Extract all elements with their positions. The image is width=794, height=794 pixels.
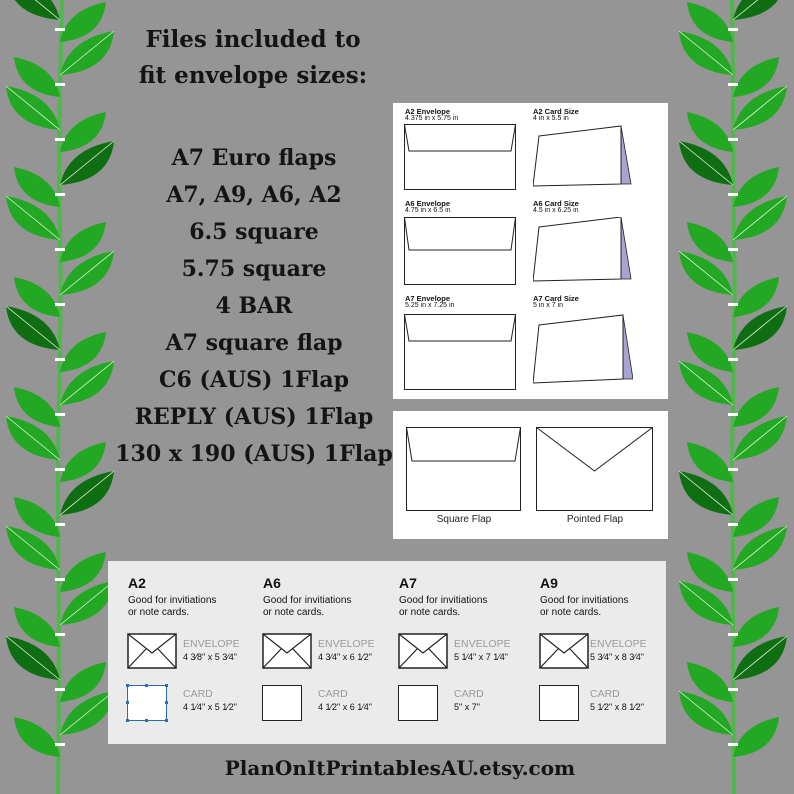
envelope-dim: 5 3⁄4" x 8 3⁄4" xyxy=(590,652,644,662)
card-label: CARD xyxy=(183,688,213,700)
leaf-icon xyxy=(6,0,60,20)
stem-node xyxy=(55,28,65,31)
folded-card-icon xyxy=(533,217,633,283)
desc-line: Good for invitiations xyxy=(399,595,488,606)
stem-node xyxy=(728,633,738,636)
size-description xyxy=(128,595,248,619)
stem-node xyxy=(728,193,738,196)
selection-handle xyxy=(126,701,129,704)
stem-node xyxy=(55,688,65,691)
selection-handle xyxy=(165,684,168,687)
stem-node xyxy=(55,578,65,581)
size-item: A7 square flap xyxy=(165,330,343,356)
stem-node xyxy=(55,138,65,141)
stem-node xyxy=(55,193,65,196)
envelope-dim: 4 3⁄4" x 6 1⁄2" xyxy=(318,652,372,662)
envelope-label: A7 Envelope xyxy=(405,294,451,303)
card-label: CARD xyxy=(590,688,620,700)
envelope-outline-icon xyxy=(404,217,516,285)
stem-node xyxy=(55,83,65,86)
selection-handle xyxy=(126,719,129,722)
envelope-dim: 4.375 in x 5.75 in xyxy=(405,115,459,122)
envelope-icon xyxy=(539,633,589,669)
headline xyxy=(118,22,388,94)
size-item: 4 BAR xyxy=(215,293,293,319)
card-label: A2 Card Size xyxy=(533,107,579,116)
size-description xyxy=(263,595,383,619)
size-item: 130 x 190 (AUS) 1Flap xyxy=(115,441,393,467)
envelope-dim: 5.25 in x 7.25 in xyxy=(405,302,455,309)
selection-handle xyxy=(145,719,148,722)
leaf-group-right xyxy=(679,0,787,794)
leaf-group-left xyxy=(6,0,114,794)
stem-node xyxy=(728,688,738,691)
card-label: CARD xyxy=(454,688,484,700)
selection-handle xyxy=(145,684,148,687)
size-column-a7 xyxy=(379,561,515,744)
size-column-a2 xyxy=(108,561,244,744)
desc-line: or note cards. xyxy=(263,607,325,618)
envelope-icon xyxy=(127,633,177,669)
card-dim: 4.5 in x 6.25 in xyxy=(533,207,579,214)
selection-handle xyxy=(126,684,129,687)
card-icon xyxy=(539,685,579,721)
desc-line: or note cards. xyxy=(399,607,461,618)
envelope-outline-icon xyxy=(404,314,516,390)
stem-node xyxy=(55,303,65,306)
leaf-icon xyxy=(733,717,779,757)
envelope-label: ENVELOPE xyxy=(590,638,647,650)
square-flap-envelope-icon xyxy=(406,427,521,511)
desc-line: or note cards. xyxy=(128,607,190,618)
card-icon xyxy=(262,685,302,721)
card-icon xyxy=(398,685,438,721)
size-column-a6 xyxy=(243,561,379,744)
card-dim: 5 in x 7 in xyxy=(533,302,563,309)
size-item: C6 (AUS) 1Flap xyxy=(158,367,350,393)
size-item: 5.75 square xyxy=(181,256,327,282)
stem-node xyxy=(55,743,65,746)
card-dim: 4 1⁄4" x 5 1⁄2" xyxy=(183,702,237,712)
envelope-size-list xyxy=(104,140,404,473)
desc-line: Good for invitiations xyxy=(540,595,629,606)
stem-node xyxy=(728,578,738,581)
card-label: A6 Card Size xyxy=(533,199,579,208)
stem-node xyxy=(728,523,738,526)
envelope-icon xyxy=(262,633,312,669)
stem-node xyxy=(728,468,738,471)
pointed-flap-envelope-icon xyxy=(536,427,653,511)
size-item: 6.5 square xyxy=(189,219,319,245)
stem-node xyxy=(728,413,738,416)
pointed-flap-caption: Pointed Flap xyxy=(566,514,624,525)
size-description xyxy=(399,595,519,619)
selection-handle xyxy=(165,719,168,722)
leaf-icon xyxy=(733,0,787,20)
stem-node xyxy=(55,633,65,636)
stem-node xyxy=(728,28,738,31)
desc-line: or note cards. xyxy=(540,607,602,618)
stem-node xyxy=(55,413,65,416)
stem-node xyxy=(728,303,738,306)
envelope-dim: 4 3⁄8" x 5 3⁄4" xyxy=(183,652,237,662)
stem-node xyxy=(55,468,65,471)
stem-node xyxy=(728,358,738,361)
envelope-label: ENVELOPE xyxy=(183,638,240,650)
envelope-icon xyxy=(398,633,448,669)
size-column-a9 xyxy=(520,561,656,744)
template-sizes-panel xyxy=(393,103,668,399)
card-icon xyxy=(127,685,167,721)
bamboo-vine-right-decoration xyxy=(672,0,792,794)
shop-url: PlanOnItPrintablesAU.etsy.com xyxy=(224,756,576,780)
card-dim: 5" x 7" xyxy=(454,702,480,712)
envelope-dim: 5 1⁄4" x 7 1⁄4" xyxy=(454,652,508,662)
envelope-label: A6 Envelope xyxy=(405,199,451,208)
envelope-label: A2 Envelope xyxy=(405,107,451,116)
stem-node xyxy=(55,358,65,361)
size-name: A6 xyxy=(263,575,281,591)
envelope-outline-icon xyxy=(404,124,516,190)
desc-line: Good for invitiations xyxy=(128,595,217,606)
desc-line: Good for invitiations xyxy=(263,595,352,606)
headline-line-2: fit envelope sizes: xyxy=(138,62,368,89)
leaf-icon xyxy=(14,717,60,757)
card-dim: 4 in x 5.5 in xyxy=(533,115,569,122)
envelope-size-chart xyxy=(108,561,666,744)
size-description xyxy=(540,595,660,619)
stem-node xyxy=(728,138,738,141)
folded-card-icon xyxy=(533,124,633,190)
envelope-label: ENVELOPE xyxy=(318,638,375,650)
stem-node xyxy=(55,523,65,526)
size-item: A7, A9, A6, A2 xyxy=(166,182,342,208)
size-name: A7 xyxy=(399,575,417,591)
envelope-dim: 4.75 in x 6.5 in xyxy=(405,207,451,214)
size-item: REPLY (AUS) 1Flap xyxy=(134,404,374,430)
card-dim: 5 1⁄2" x 8 1⁄2" xyxy=(590,702,644,712)
card-label: A7 Card Size xyxy=(533,294,579,303)
size-item: A7 Euro flaps xyxy=(171,145,337,171)
card-label: CARD xyxy=(318,688,348,700)
headline-line-1: Files included to xyxy=(145,26,361,53)
flap-styles-panel xyxy=(393,411,668,539)
square-flap-caption: Square Flap xyxy=(436,514,492,525)
stem-node xyxy=(55,248,65,251)
envelope-label: ENVELOPE xyxy=(454,638,511,650)
size-name: A2 xyxy=(128,575,146,591)
selection-handle xyxy=(165,701,168,704)
folded-card-icon xyxy=(533,313,633,385)
bamboo-vine-left-decoration xyxy=(0,0,120,794)
stem-node xyxy=(728,743,738,746)
stem-node xyxy=(728,248,738,251)
stem-node xyxy=(728,83,738,86)
card-dim: 4 1⁄2" x 6 1⁄4" xyxy=(318,702,372,712)
size-name: A9 xyxy=(540,575,558,591)
